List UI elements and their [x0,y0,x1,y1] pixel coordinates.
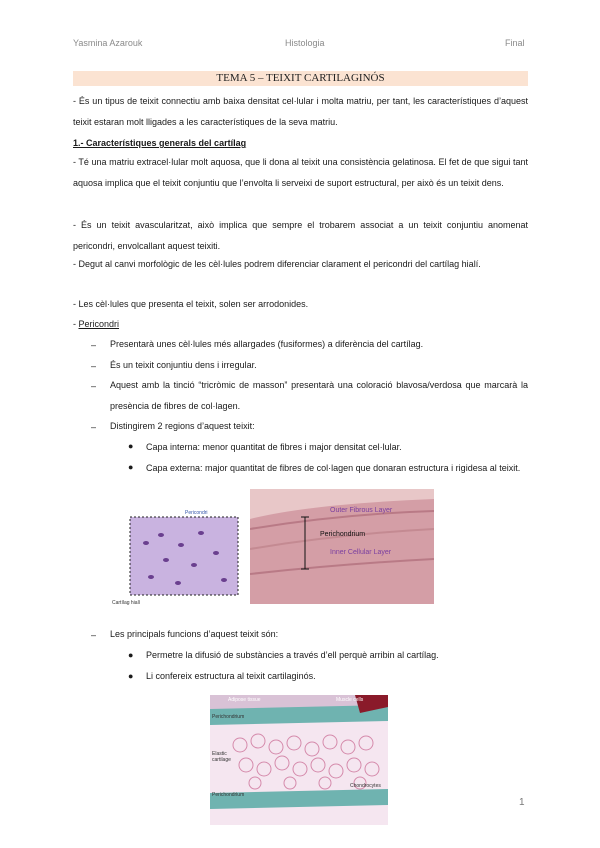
region-item-1: Capa interna: menor quantitat de fibres i major densitat cel·lular. [146,442,402,452]
section-heading [73,133,528,154]
perichondrium-figure [250,489,434,604]
figure3-label-perichondrium-top: Perichondrium [212,714,245,720]
figure3-label-muscle: Muscle cells [336,697,364,703]
function-item-1: Permetre la difusió de substàncies a través d’ell perquè arribin al cartílag. [146,650,439,660]
header-tag: Final [505,38,525,48]
dash-item-2: És un teixit conjuntiu dens i irregular. [110,360,257,370]
dash-marker: – [91,340,97,350]
figure3-label-adipose: Adipose tissue [228,697,261,703]
figure3-label-elastic: Elastic cartilage [212,751,231,763]
pericondri-prefix: - [73,319,79,329]
dash-marker: – [91,630,97,640]
bullet-dot: ● [128,650,134,660]
header-subject: Histologia [285,38,325,48]
figure1-label-top: Pericondri [185,510,208,516]
figure3-label-chondrocytes: Chondrocytes [350,783,381,789]
page-number: 1 [519,797,525,808]
bullet-dot: ● [128,462,134,472]
figure1-label-bottom: Cartílag hialí [112,600,141,606]
figure2-center-label: Perichondrium [320,531,366,538]
dash-marker: – [91,381,97,391]
hyaline-cartilage-figure [106,505,251,610]
dash-item-1: Presentarà unes cèl·lules més allargades (fusiformes) a diferència del cartílag. [110,339,424,349]
region-item-2: Capa externa: major quantitat de fibres de col·lagen que donaran estructura i rigidesa al teixit. [146,463,521,473]
paragraph-4: - Les cèl·lules que presenta el teixit, solen ser arrodonides. [73,299,309,309]
intro-paragraph: - És un tipus de teixit connectiu amb baixa densitat cel·lular i molta matriu, per tant, les característiques d’aquest teixit estaran molt lligades a les característiques de la seva matriu. [73,96,528,127]
bullet-dot: ● [128,671,134,681]
bullet-dot: ● [128,441,134,451]
dash-item-3: Aquest amb la tinció “tricròmic de masson” presentarà una coloració blavosa/verdosa que marcarà la presència de fibres de col·lagen. [110,380,528,411]
paragraph-1: - Té una matriu extracel·lular molt aquosa, que li dona al teixit una consistència gelatinosa. El fet de que sigui tant aquosa implica que el teixit conjuntiu que l’envolta li serveixi de suport estructural, per això és un teixit dens. [73,157,528,188]
dash-marker: – [91,361,97,371]
section-heading-text: 1.- Característiques generals del cartílag [73,138,247,148]
figure2-outer-label: Outer Fibrous Layer [330,507,393,514]
paragraph-2: - És un teixit avascularitzat, això implica que sempre el trobarem associat a un teixit conjuntiu anomenat pericondri, envolcallant aquest teixiti. [73,220,528,251]
header-author: Yasmina Azarouk [73,38,143,48]
functions-heading: Les principals funcions d’aquest teixit són: [110,629,279,639]
dash-marker: – [91,422,97,432]
figure3-label-perichondrium-bottom: Perichondrium [212,792,245,798]
paragraph-3: - Degut al canvi morfològic de les cèl·lules podrem diferenciar clarament el pericondri del cartílag hialí. [73,259,481,269]
page-title: TEMA 5 – TEIXIT CARTILAGINÓS [73,71,528,86]
dash-item-4: Distingirem 2 regions d’aquest teixit: [110,421,255,431]
figure2-inner-label: Inner Cellular Layer [330,549,392,556]
elastic-cartilage-figure [210,695,388,825]
pericondri-label: Pericondri [78,319,120,329]
pericondri-heading [73,314,528,335]
function-item-2: Li confereix estructura al teixit cartilaginós. [146,671,316,681]
